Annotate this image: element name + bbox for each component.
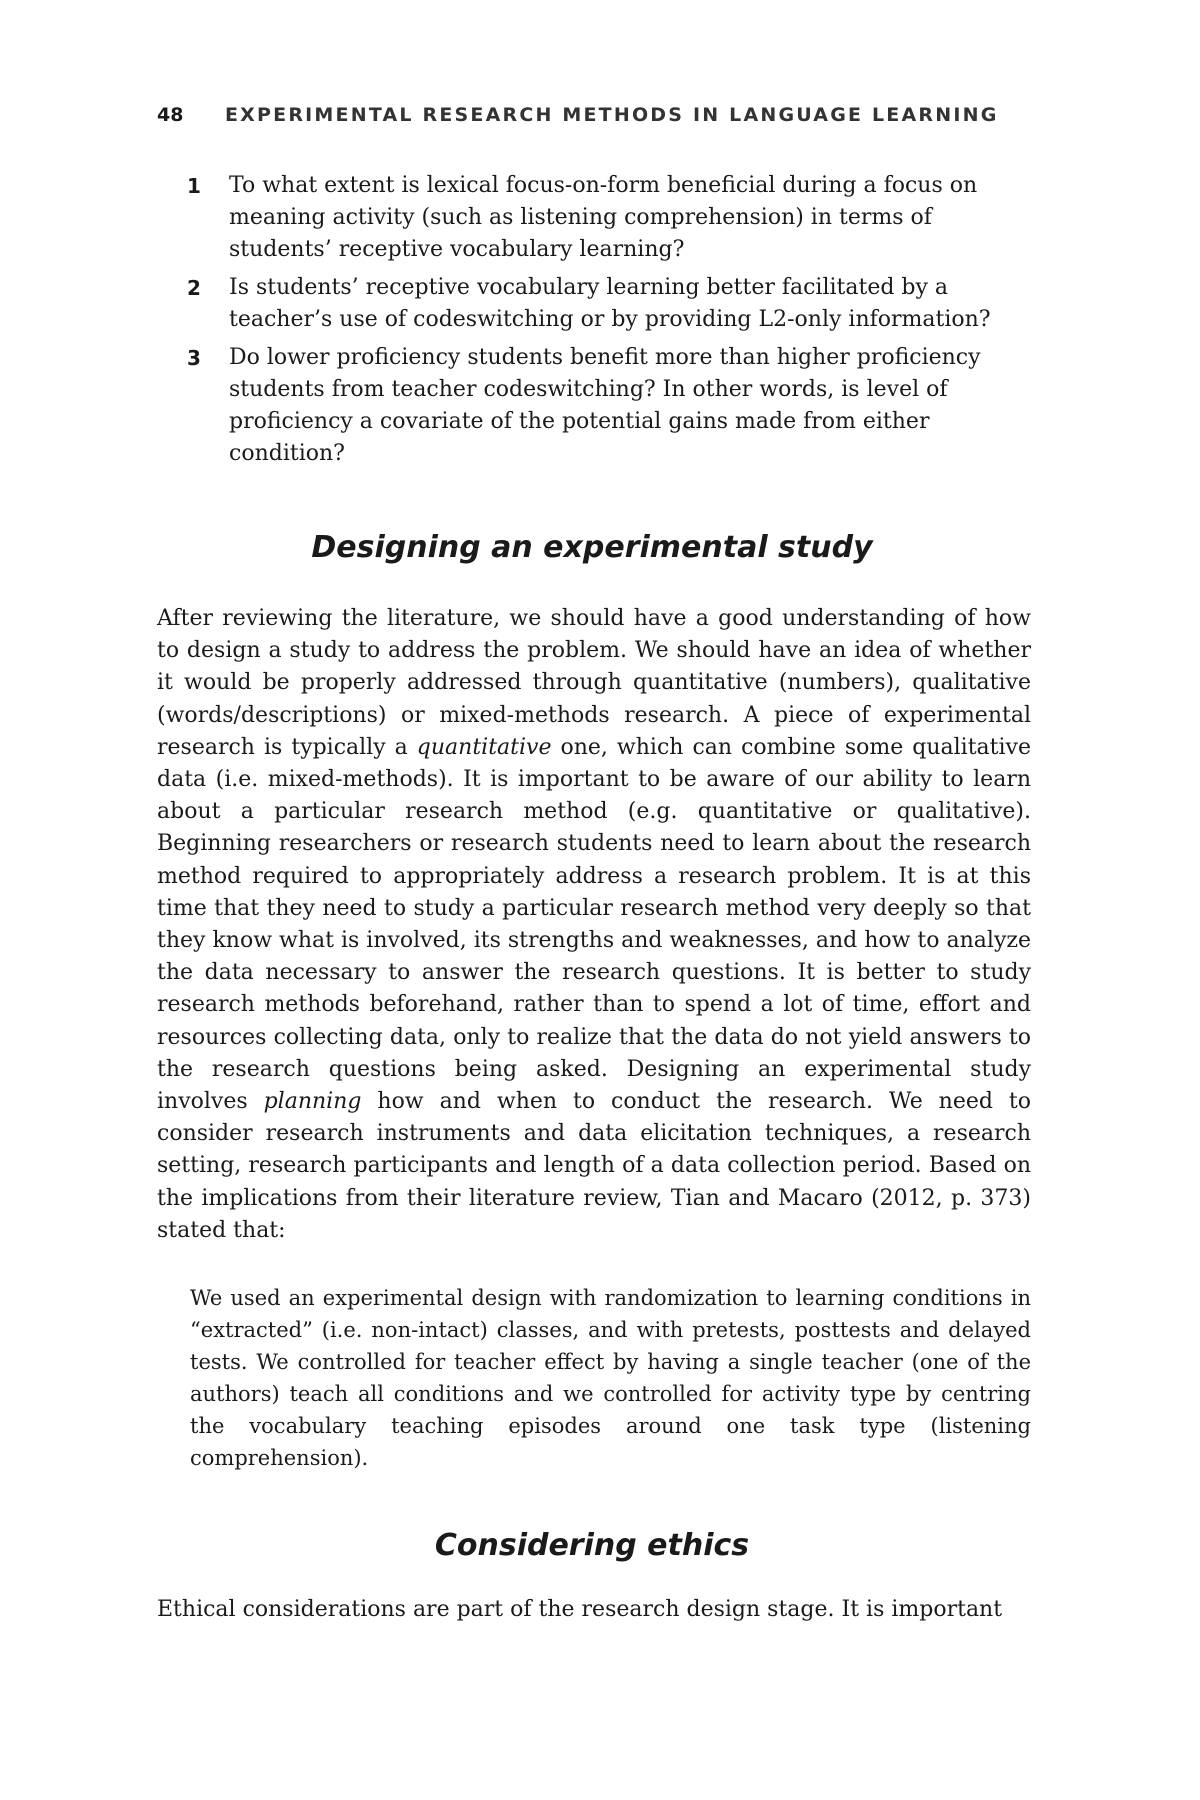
question-number: 2	[187, 276, 201, 300]
book-title: EXPERIMENTAL RESEARCH METHODS IN LANGUAGE LEARNING	[225, 104, 999, 126]
body-paragraph-designing	[157, 603, 1031, 1247]
section-heading-ethics: Considering ethics	[434, 1528, 750, 1563]
question-number: 3	[187, 346, 201, 370]
list-item	[157, 272, 1027, 336]
emphasis-planning: planning	[263, 1089, 362, 1115]
body-paragraph-ethics: Ethical considerations are part of the research design stage. It is important	[157, 1597, 1003, 1622]
block-quote: We used an experimental design with randomization to learning conditions in “extracted” (i.e. non-intact) classes, and with pretests, posttests and delayed tests. We controlled for teacher effect by having a single teacher (one of the authors) teach all conditions and we controlled for activity type by centring the vocabulary teaching episodes around one task type (listening comprehension).	[190, 1286, 1031, 1470]
question-text: Do lower proficiency students benefit more than higher proficiency students from teacher codeswitching? In other words, is level of proficiency a covariate of the potential gains made from either condition?	[229, 345, 981, 466]
paragraph-text: how and when to conduct the research. We need to consider research instruments and data elicitation techniques, a research setting, research participants and length of a data collection period. Based on the implications from their literature review, Tian and Macaro (2012, p. 373) stated that:	[157, 1089, 1031, 1243]
emphasis-quantitative: quantitative	[416, 734, 552, 760]
question-number: 1	[187, 174, 201, 198]
section-heading-designing: Designing an experimental study	[311, 530, 873, 565]
list-item	[157, 342, 1027, 470]
running-head	[157, 104, 1057, 126]
question-text: Is students’ receptive vocabulary learning better facilitated by a teacher’s use of codeswitching or by providing L2-only information?	[229, 275, 991, 332]
list-item	[157, 170, 1027, 266]
question-text: To what extent is lexical focus-on-form beneficial during a focus on meaning activity (such as listening comprehension) in terms of students’ receptive vocabulary learning?	[229, 173, 978, 262]
paragraph-text: one, which can combine some qualitative data (i.e. mixed-methods). It is important to be aware of our ability to learn about a particular research method (e.g. quantitative or qualitative). Beginning researchers or research students need to learn about the research method required to appropriately address a research problem. It is at this time that they need to study a particular research method very deeply so that they know what is involved, its strengths and weaknesses, and how to analyze the data necessary to answer the research questions. It is better to study research methods beforehand, rather than to spend a lot of time, effort and resources collecting data, only to realize that the data do not yield answers to the research questions being asked. Designing an experimental study involves	[157, 734, 1031, 1115]
page-number: 48	[157, 104, 184, 126]
paragraph-text: After reviewing the literature, we should have a good understanding of how to design a study to address the problem. We should have an idea of whether it would be properly addressed through quantitative (numbers), qualitative (words/descriptions) or mixed-methods research. A piece of experimental research is typically a	[157, 606, 1031, 760]
research-questions-list	[157, 170, 1027, 476]
